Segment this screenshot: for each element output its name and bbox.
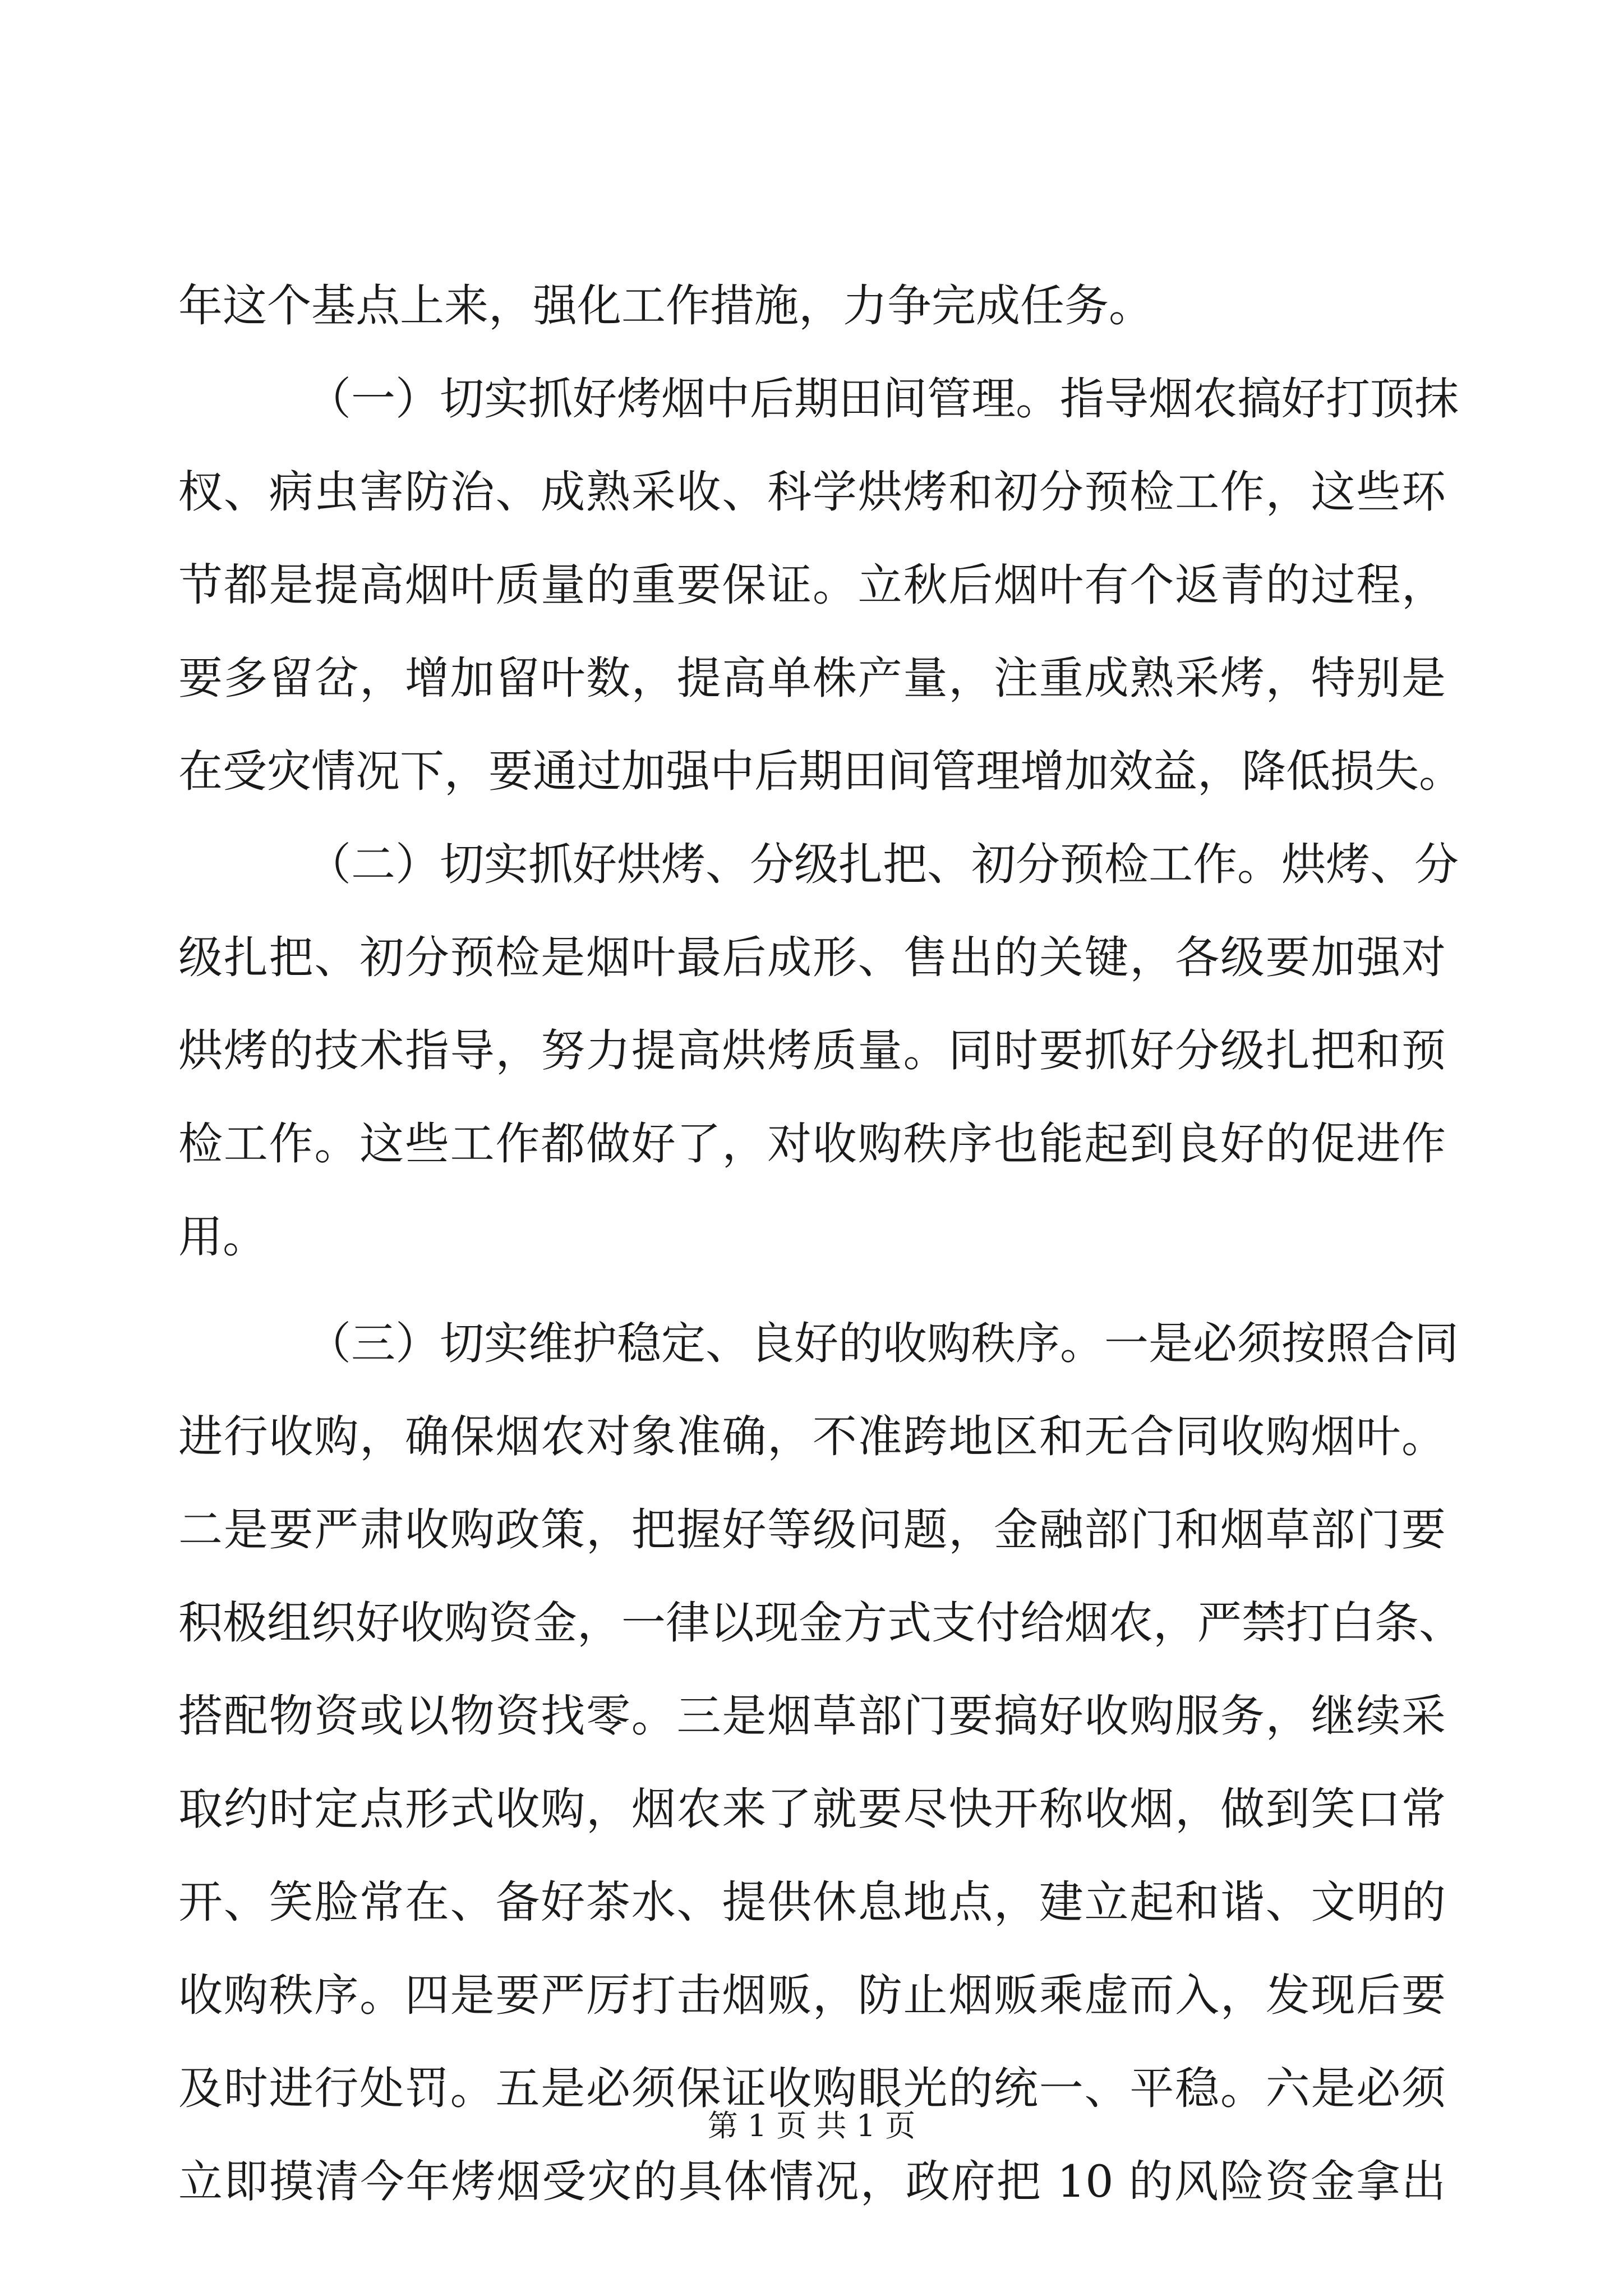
text-line: 杈、病虫害防治、成熟采收、科学烘烤和初分预检工作，这些环: [178, 466, 1446, 518]
text-line: 搭配物资或以物资找零。三是烟草部门要搞好收购服务，继续采: [178, 1690, 1446, 1742]
text-line: 年这个基点上来，强化工作措施，力争完成任务。: [178, 280, 1153, 332]
text-line: 检工作。这些工作都做好了，对收购秩序也能起到良好的促进作: [178, 1118, 1446, 1170]
text-line-paragraph-start: （三）切实维护稳定、良好的收购秩序。一是必须按照合同: [307, 1318, 1459, 1369]
text-line: 节都是提高烟叶质量的重要保证。立秋后烟叶有个返青的过程，: [178, 559, 1446, 611]
text-line: 立即摸清今年烤烟受灾的具体情况，政府把 10 的风险资金拿出: [178, 2156, 1446, 2207]
text-line-paragraph-start: （一）切实抓好烤烟中后期田间管理。指导烟农搞好打顶抹: [307, 373, 1459, 425]
text-line: 开、笑脸常在、备好茶水、提供休息地点，建立起和谐、文明的: [178, 1876, 1446, 1928]
text-line: 烘烤的技术指导，努力提高烘烤质量。同时要抓好分级扎把和预: [178, 1025, 1446, 1076]
text-line: 收购秩序。四是要严厉打击烟贩，防止烟贩乘虚而入，发现后要: [178, 1970, 1446, 2021]
text-line: 取约时定点形式收购，烟农来了就要尽快开称收烟，做到笑口常: [178, 1783, 1446, 1835]
text-line: 二是要严肃收购政策，把握好等级问题，金融部门和烟草部门要: [178, 1504, 1446, 1556]
text-line: 进行收购，确保烟农对象准确，不准跨地区和无合同收购烟叶。: [178, 1411, 1446, 1462]
document-body: [178, 259, 1463, 2228]
text-line: 要多留岔，增加留叶数，提高单株产量，注重成熟采烤，特别是: [178, 652, 1446, 704]
text-line: 积极组织好收购资金，一律以现金方式支付给烟农，严禁打白条、: [178, 1597, 1463, 1649]
paragraph-gap: [178, 1283, 1446, 1297]
text-line: 级扎把、初分预检是烟叶最后成形、售出的关键，各级要加强对: [178, 932, 1446, 983]
text-line: 及时进行处罚。五是必须保证收购眼光的统一、平稳。六是必须: [178, 2063, 1446, 2114]
text-line: 在受灾情况下，要通过加强中后期田间管理增加效益，降低损失。: [178, 746, 1463, 797]
text-line-paragraph-start: （二）切实抓好烘烤、分级扎把、初分预检工作。烘烤、分: [307, 839, 1459, 890]
page-number-footer: 第 1 页 共 1 页: [707, 2108, 916, 2143]
text-line: 用。: [178, 1211, 267, 1263]
